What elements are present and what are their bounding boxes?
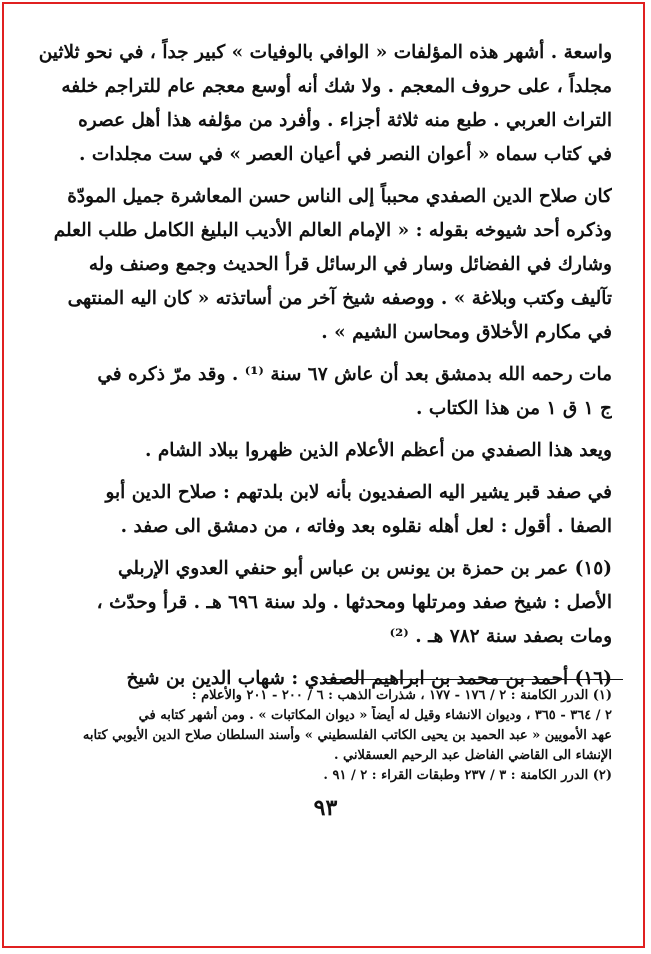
entry-heading: (١٥) عمر بن حمزة بن يونس بن عباس أبو حنفي العدوي الإربلي [118,558,612,579]
page-body [28,36,612,704]
text-line: وذكره أحد شيوخه بقوله : « الإمام العالم الأديب البليغ الكامل طلب العلم [53,220,612,241]
text-line: في صفد قبر يشير اليه الصفديون بأنه لابن بلدتهم : صلاح الدين أبو [105,482,612,503]
text-line: واسعة . أشهر هذه المؤلفات « الوافي بالوفيات » كبير جداً ، في نحو ثلاثين [38,42,612,63]
text-line: الصفا . أقول : لعل أهله نقلوه بعد وفاته ، من دمشق الى صفد . [120,516,612,537]
paragraph-4 [28,434,612,468]
paragraph-2 [28,180,612,350]
page-number: ٩٣ [313,795,338,821]
footnotes [28,686,612,786]
paragraph-5 [28,476,612,544]
paragraph-3 [28,358,612,426]
text-line: الأصل : شيخ صفد ومرتلها ومحدثها . ولد سنة ٦٩٦ هـ . قرأ وحدّث ، [96,592,612,613]
footnote-divider [323,679,623,680]
text-line: مجلداً ، على حروف المعجم . ولا شك أنه أوسع معجم عام للتراجم خلفه [61,76,612,97]
text-line: وشارك في الفضائل وسار في الرسائل قرأ الحديث وجمع وصنف وله [88,254,612,275]
text-line: مات رحمه الله بدمشق بعد أن عاش ٦٧ سنة ⁽¹⁾ . وقد مرّ ذكره في [97,364,612,385]
entry-15 [28,552,612,654]
text-line: التراث العربي . طبع منه ثلاثة أجزاء . وأفرد من مؤلفه هذا أهل عصره [78,110,612,131]
footnote-line: الإنشاء الى القاضي الفاضل عبد الرحيم العسقلاني . [334,748,612,763]
entry-heading: (١٦) أحمد بن محمد بن ابراهيم الصفدي : شهاب الدين بن شيخ [126,668,612,689]
footnote-line: عهد الأمويين « عبد الحميد بن يحيى الكاتب الفلسطيني » وأسند السلطان صلاح الدين الأيوبي كتابه [82,728,612,743]
paragraph-1 [28,36,612,172]
text-line: ومات بصفد سنة ٧٨٢ هـ . ⁽²⁾ [389,626,612,647]
footnote-line: ٢ / ٣٦٤ - ٣٦٥ ، وديوان الانشاء وقيل له أيضاً « ديوان المكاتبات » . ومن أشهر كتابه في [138,708,612,723]
text-line: تآليف وكتب وبلاغة » . ووصفه شيخ آخر من أساتذته « كان اليه المنتهى [67,288,612,309]
footnote-line: (١) الدرر الكامنة : ٢ / ١٧٦ - ١٧٧ ، شذرات الذهب : ٦ / ٢٠٠ - ٢٠١ والأعلام : [191,688,612,703]
text-line: كان صلاح الدين الصفدي محبباً إلى الناس حسن المعاشرة جميل المودّة [67,186,612,207]
text-line: ويعد هذا الصفدي من أعظم الأعلام الذين ظهروا ببلاد الشام . [144,440,612,461]
text-line: في كتاب سماه « أعوان النصر في أعيان العصر » في ست مجلدات . [79,144,612,165]
footnote-line: (٢) الدرر الكامنة : ٣ / ٢٣٧ وطبقات القراء : ٢ / ٩١ . [323,768,612,783]
text-line: في مكارم الأخلاق ومحاسن الشيم » . [321,322,612,343]
text-line: ج ١ ق ١ من هذا الكتاب . [416,398,612,419]
